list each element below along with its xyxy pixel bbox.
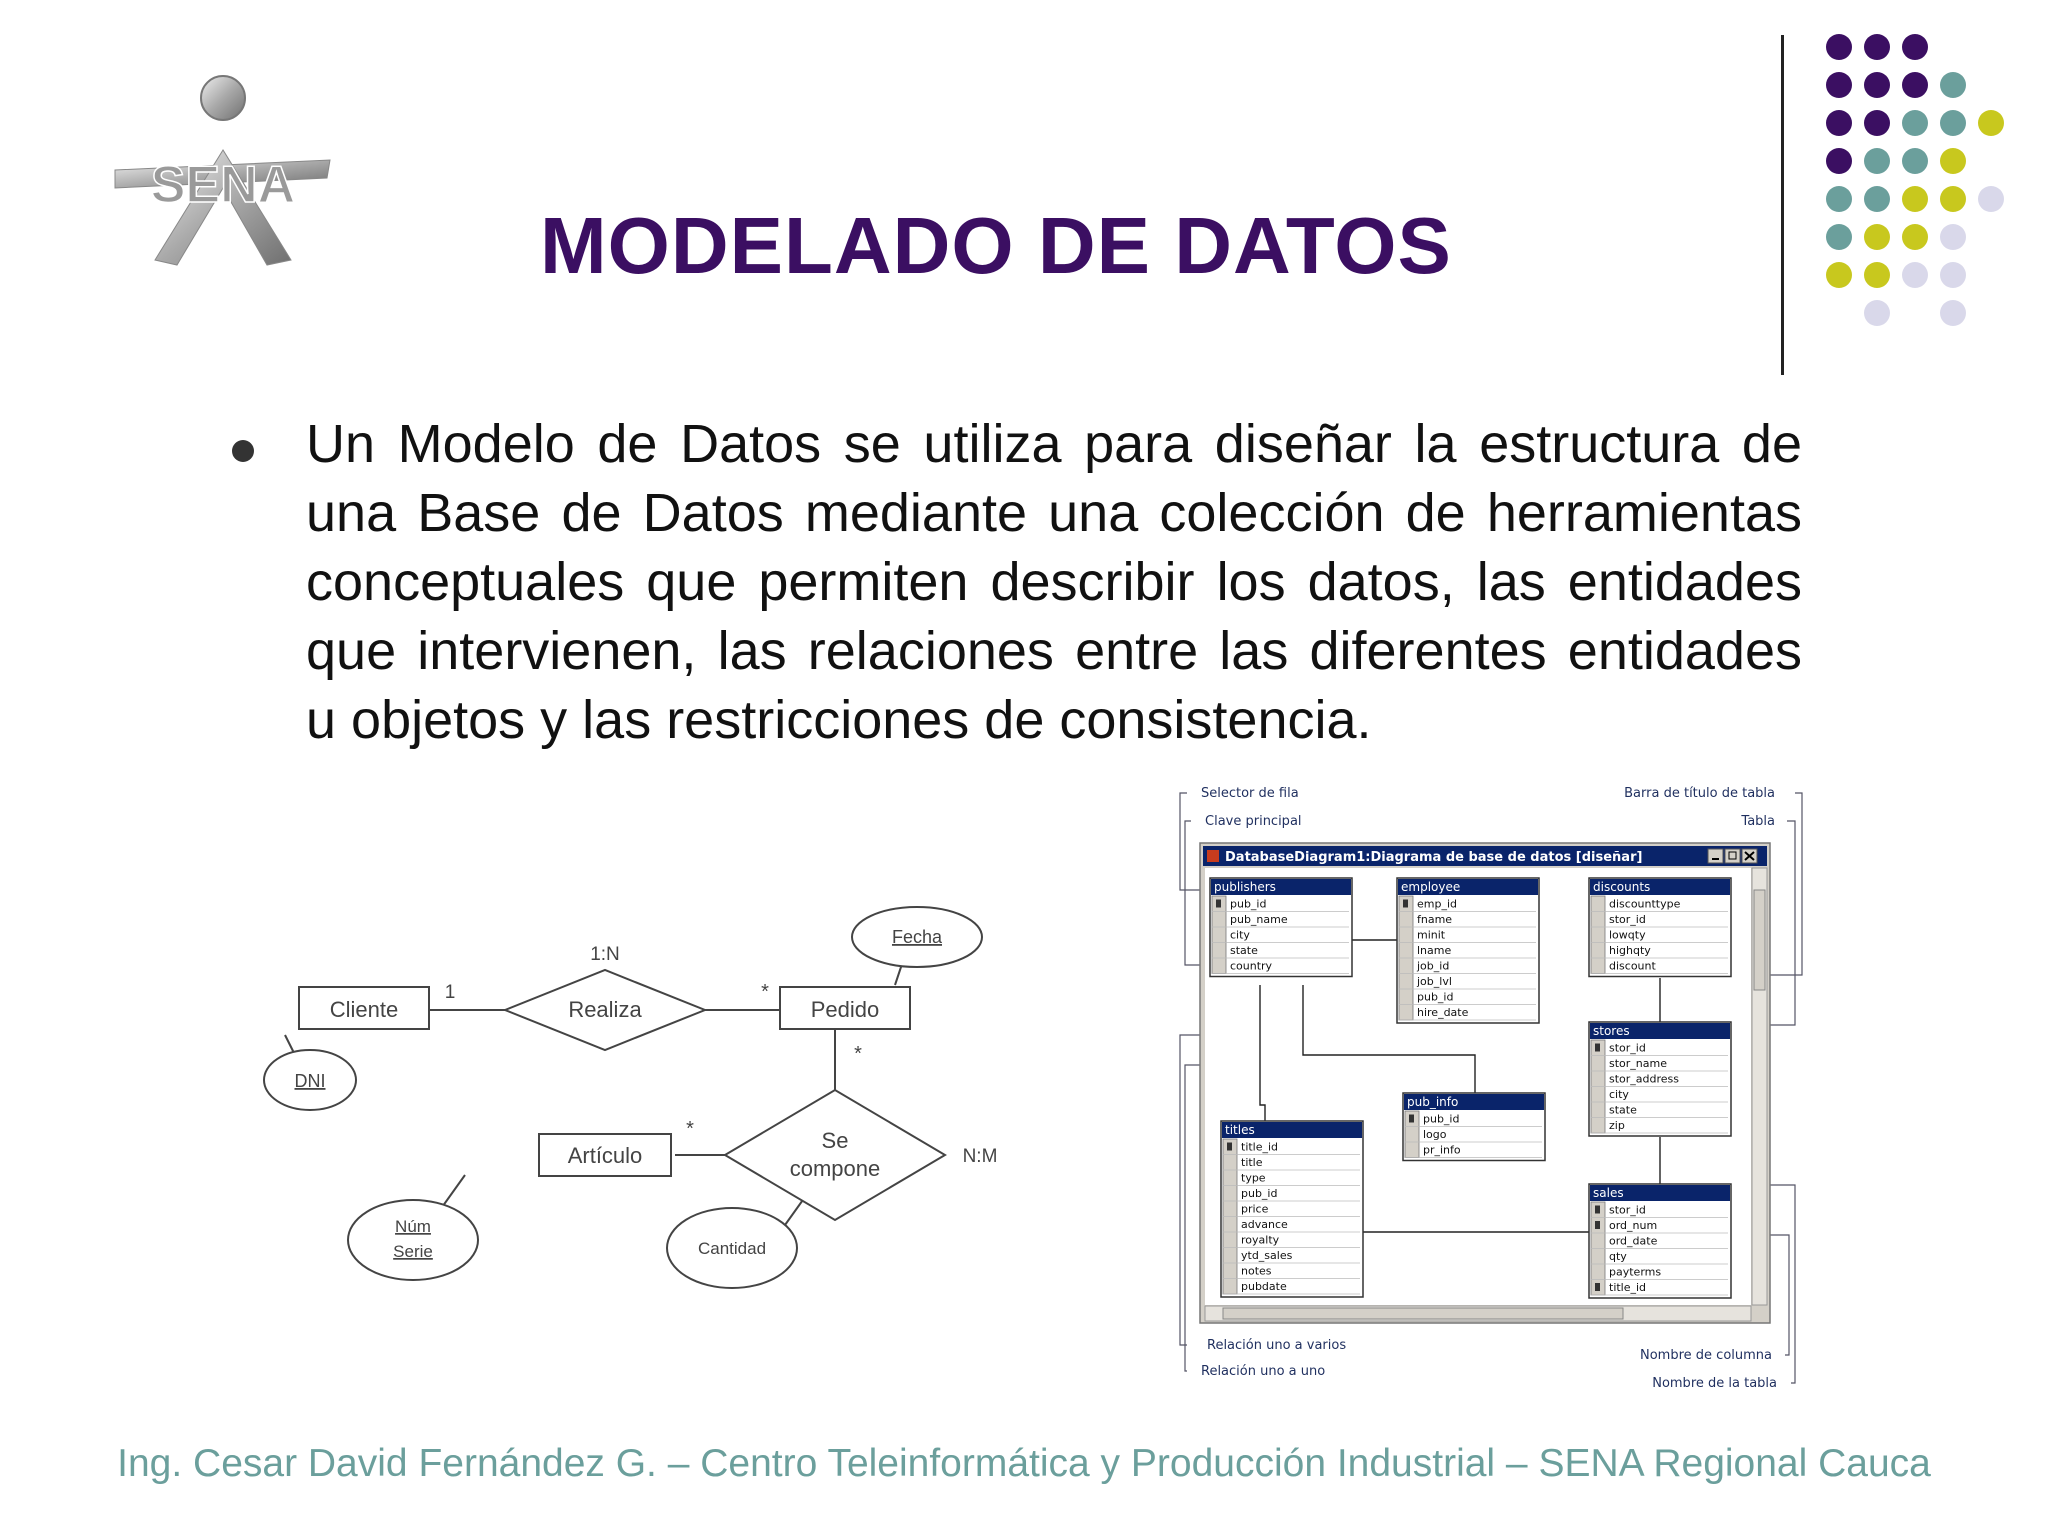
- decorative-dot: [1902, 148, 1928, 174]
- db-column-name: stor_address: [1609, 1072, 1680, 1086]
- db-column-name: payterms: [1609, 1265, 1662, 1279]
- db-column-name: stor_id: [1609, 913, 1646, 926]
- decorative-dot: [1864, 224, 1890, 250]
- db-column-name: stor_id: [1609, 1041, 1646, 1055]
- db-column-name: lowqty: [1609, 928, 1646, 942]
- decorative-dot: [1940, 262, 1966, 288]
- db-column-name: title_id: [1609, 1281, 1647, 1294]
- label-serie: Serie: [393, 1242, 433, 1261]
- db-table-name: sales: [1593, 1186, 1624, 1200]
- db-column-name: job_lvl: [1417, 975, 1452, 988]
- decorative-dot: [1826, 148, 1852, 174]
- db-column-name: emp_id: [1417, 897, 1458, 911]
- cardinality-star-pedido: *: [761, 981, 769, 1003]
- decorative-dot: [1864, 34, 1890, 60]
- db-column-name: city: [1609, 1088, 1629, 1101]
- label-dni: DNI: [294, 1071, 326, 1091]
- decorative-dot: [1826, 224, 1852, 250]
- label-fecha: Fecha: [891, 927, 943, 947]
- label-realiza: Realiza: [568, 997, 642, 1022]
- db-column-name: pub_id: [1241, 1187, 1278, 1200]
- decorative-dot: [1940, 148, 1966, 174]
- db-table-publishers[interactable]: [1210, 878, 1352, 977]
- label-num: Núm: [395, 1217, 431, 1236]
- db-column-name: zip: [1609, 1119, 1625, 1132]
- db-column-name: pr_info: [1423, 1143, 1461, 1157]
- callout-barra-titulo: Barra de título de tabla: [1624, 786, 1775, 801]
- callout-relacion-uno: Relación uno a uno: [1201, 1364, 1326, 1379]
- dot-grid-decoration: [1800, 25, 2040, 345]
- decorative-dot: [1826, 110, 1852, 136]
- primary-key-icon: [1403, 900, 1408, 908]
- attribute-num-serie: [348, 1200, 478, 1280]
- decorative-dot: [1940, 72, 1966, 98]
- primary-key-icon: [1409, 1115, 1414, 1123]
- label-pedido: Pedido: [810, 997, 880, 1022]
- callout-clave-principal: Clave principal: [1205, 814, 1302, 829]
- cardinality-star-pedido-down: *: [854, 1043, 862, 1065]
- decorative-dot: [1902, 72, 1928, 98]
- callout-nombre-columna: Nombre de columna: [1640, 1348, 1772, 1363]
- bullet-icon: [232, 440, 254, 462]
- db-window-title: DatabaseDiagram1:Diagrama de base de datos [diseñar]: [1225, 850, 1643, 865]
- db-column-name: hire_date: [1417, 1006, 1469, 1019]
- horizontal-scroll-thumb[interactable]: [1223, 1308, 1623, 1319]
- db-column-name: city: [1230, 928, 1250, 942]
- decorative-dot: [1978, 186, 2004, 212]
- decorative-dot: [1902, 224, 1928, 250]
- row-selector[interactable]: [1212, 896, 1226, 974]
- db-table-name: employee: [1401, 880, 1461, 894]
- db-table-stores[interactable]: [1589, 1022, 1731, 1136]
- db-window-icon: [1207, 850, 1219, 862]
- db-column-name: price: [1241, 1202, 1269, 1216]
- db-column-name: qty: [1609, 1250, 1627, 1263]
- decorative-dot: [1978, 110, 2004, 136]
- db-table-employee[interactable]: [1397, 878, 1539, 1023]
- callout-relacion-varios: Relación uno a varios: [1207, 1338, 1347, 1353]
- decorative-dot: [1864, 72, 1890, 98]
- decorative-dot: [1826, 34, 1852, 60]
- callout-selector-fila: Selector de fila: [1201, 786, 1299, 801]
- db-column-name: discounttype: [1609, 897, 1681, 911]
- db-column-name: ytd_sales: [1241, 1249, 1293, 1262]
- db-column-name: pub_id: [1417, 990, 1454, 1004]
- db-table-pub-info[interactable]: [1403, 1093, 1545, 1161]
- db-column-name: pub_name: [1230, 913, 1288, 926]
- decorative-dot: [1864, 300, 1890, 326]
- db-column-name: discount: [1609, 959, 1656, 973]
- decorative-dot: [1864, 110, 1890, 136]
- er-diagram: [255, 880, 1055, 1320]
- cardinality-star-articulo: *: [686, 1118, 694, 1140]
- primary-key-icon: [1216, 900, 1221, 908]
- page-title: MODELADO DE DATOS: [540, 201, 1452, 290]
- db-column-name: royalty: [1241, 1233, 1280, 1247]
- db-column-name: title_id: [1241, 1140, 1279, 1154]
- db-table-name: titles: [1225, 1123, 1255, 1137]
- cardinality-nm: N:M: [962, 1146, 998, 1167]
- db-column-name: highqty: [1609, 944, 1651, 957]
- db-column-name: fname: [1417, 913, 1453, 926]
- db-table-name: stores: [1593, 1024, 1630, 1038]
- primary-key-icon: [1595, 1221, 1600, 1229]
- db-column-name: state: [1230, 944, 1258, 957]
- primary-key-icon: [1595, 1044, 1600, 1052]
- decorative-dot: [1826, 186, 1852, 212]
- db-table-discounts[interactable]: [1589, 878, 1731, 977]
- db-table-sales[interactable]: [1589, 1184, 1731, 1298]
- row-selector[interactable]: [1591, 896, 1605, 974]
- db-table-name: pub_info: [1407, 1095, 1459, 1109]
- db-column-name: stor_id: [1609, 1203, 1646, 1217]
- window-controls[interactable]: [1708, 849, 1757, 863]
- callout-tabla: Tabla: [1741, 814, 1775, 829]
- decorative-dot: [1902, 186, 1928, 212]
- callout-nombre-tabla: Nombre de la tabla: [1652, 1376, 1777, 1391]
- footer-text: Ing. Cesar David Fernández G. – Centro Teleinformática y Producción Industrial – SENA Regional Cauca: [117, 1442, 1931, 1485]
- decorative-dot: [1940, 224, 1966, 250]
- db-column-name: minit: [1417, 928, 1446, 942]
- decorative-dot: [1864, 186, 1890, 212]
- db-column-name: pub_id: [1230, 897, 1267, 911]
- db-table-name: publishers: [1214, 880, 1276, 894]
- decorative-dot: [1902, 110, 1928, 136]
- decorative-dot: [1940, 110, 1966, 136]
- db-column-name: pub_id: [1423, 1112, 1460, 1126]
- primary-key-icon: [1595, 1283, 1600, 1291]
- primary-key-icon: [1595, 1206, 1600, 1214]
- decorative-dot: [1940, 300, 1966, 326]
- decorative-dot: [1902, 262, 1928, 288]
- db-column-name: stor_name: [1609, 1057, 1667, 1070]
- decorative-dot: [1902, 34, 1928, 60]
- decorative-dot: [1826, 72, 1852, 98]
- logo-text: SENA: [150, 156, 296, 214]
- cardinality-1n: 1:N: [590, 944, 620, 965]
- label-cliente: Cliente: [329, 997, 399, 1022]
- db-column-name: country: [1230, 959, 1273, 973]
- decorative-dot: [1826, 262, 1852, 288]
- db-column-name: advance: [1241, 1218, 1288, 1231]
- db-column-name: ord_date: [1609, 1234, 1658, 1248]
- vertical-scroll-thumb[interactable]: [1754, 890, 1765, 990]
- db-column-name: ord_num: [1609, 1219, 1658, 1232]
- label-se: Se: [821, 1128, 849, 1153]
- db-column-name: state: [1609, 1103, 1637, 1117]
- cardinality-1: 1: [444, 982, 456, 1003]
- bullet-text: Un Modelo de Datos se utiliza para diseñar la estructura de una Base de Datos mediante una colección de herramientas conceptuales que permiten describir los datos, las entidades que intervienen, las relaciones entre las diferentes entidades u objetos y las restricciones de consistencia.: [306, 414, 1802, 750]
- relationship-se-compone: [725, 1090, 945, 1220]
- db-column-name: type: [1241, 1171, 1266, 1185]
- decorative-dot: [1864, 262, 1890, 288]
- db-column-name: lname: [1417, 944, 1452, 957]
- divider-line: [1781, 35, 1784, 375]
- db-column-name: pubdate: [1241, 1280, 1287, 1293]
- db-column-name: logo: [1423, 1128, 1447, 1141]
- decorative-dot: [1864, 148, 1890, 174]
- database-diagram: [1175, 775, 1815, 1400]
- db-column-name: notes: [1241, 1264, 1272, 1278]
- decorative-dot: [1940, 186, 1966, 212]
- label-cantidad: Cantidad: [697, 1239, 767, 1258]
- primary-key-icon: [1227, 1143, 1232, 1151]
- sena-logo: [95, 60, 345, 290]
- db-table-titles[interactable]: [1221, 1121, 1363, 1297]
- label-compone: compone: [789, 1156, 881, 1181]
- label-articulo: Artículo: [567, 1143, 643, 1168]
- db-column-name: job_id: [1417, 959, 1450, 973]
- db-column-name: title: [1241, 1156, 1263, 1169]
- db-table-name: discounts: [1593, 880, 1651, 894]
